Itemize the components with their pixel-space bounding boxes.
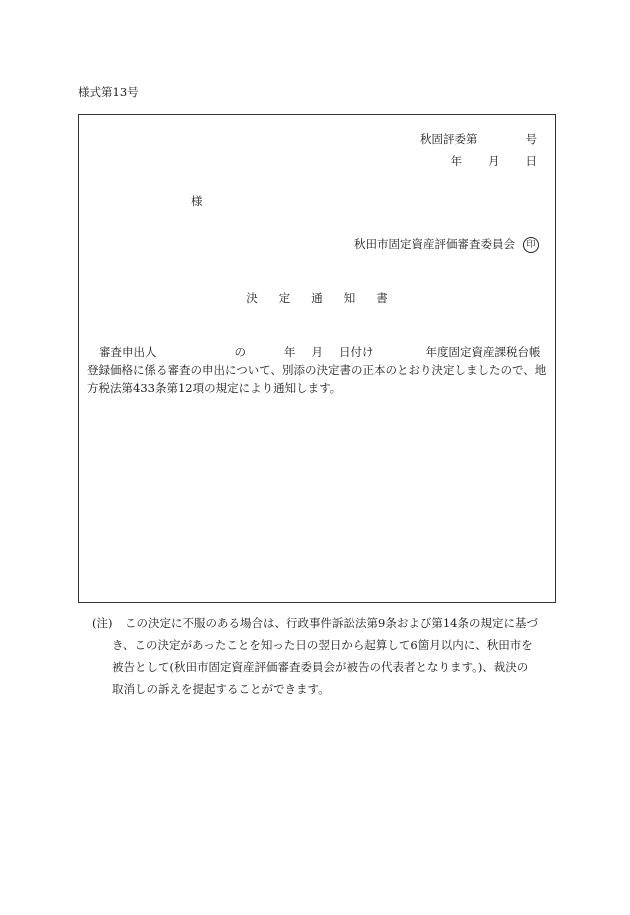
date-day: 日 (525, 154, 537, 168)
note-line-4: 取消しの訴えを提起することができます。 (112, 682, 330, 696)
date-month: 月 (488, 154, 500, 168)
form-number: 様式第13号 (78, 85, 139, 99)
note-line-2: き、この決定があったことを知った日の翌日から起算して6箇月以内に、秋田市を (112, 638, 533, 652)
addressee-line (191, 193, 203, 209)
date-line (451, 153, 538, 169)
notice-body (87, 343, 547, 397)
document-title: 決定通知書 (246, 291, 409, 305)
notice-frame (78, 114, 556, 603)
reference-prefix: 秋固評委第 (420, 132, 478, 146)
note-label: (注) (92, 616, 113, 630)
body-day: 日付け (339, 345, 374, 359)
reference-suffix: 号 (525, 132, 537, 146)
body-year: 年 (284, 345, 296, 359)
date-year: 年 (450, 154, 462, 168)
body-month: 月 (311, 345, 323, 359)
seal-mark: 印 (523, 237, 539, 253)
note-line-1: この決定に不服のある場合は、行政事件訴訟法第9条および第14条の規定に基づ (125, 616, 538, 630)
reference-number-line (420, 131, 537, 147)
note-line-3: 被告として(秋田市固定資産評価審査委員会が被告の代表者となります。)、裁決の (112, 660, 529, 674)
issuer-name: 秋田市固定資産評価審査委員会 (354, 237, 515, 251)
body-applicant-label: 審査申出人 (99, 345, 157, 359)
note-section (92, 612, 552, 700)
addressee-suffix: 様 (191, 194, 203, 208)
body-particle: の (234, 345, 246, 359)
body-main-text: 年度固定資産課税台帳登録価格に係る審査の申出について、別添の決定書の正本のとおり決定しましたので、地方税法第433条第12項の規定により通知します。 (87, 345, 547, 395)
issuer-line (354, 236, 539, 253)
